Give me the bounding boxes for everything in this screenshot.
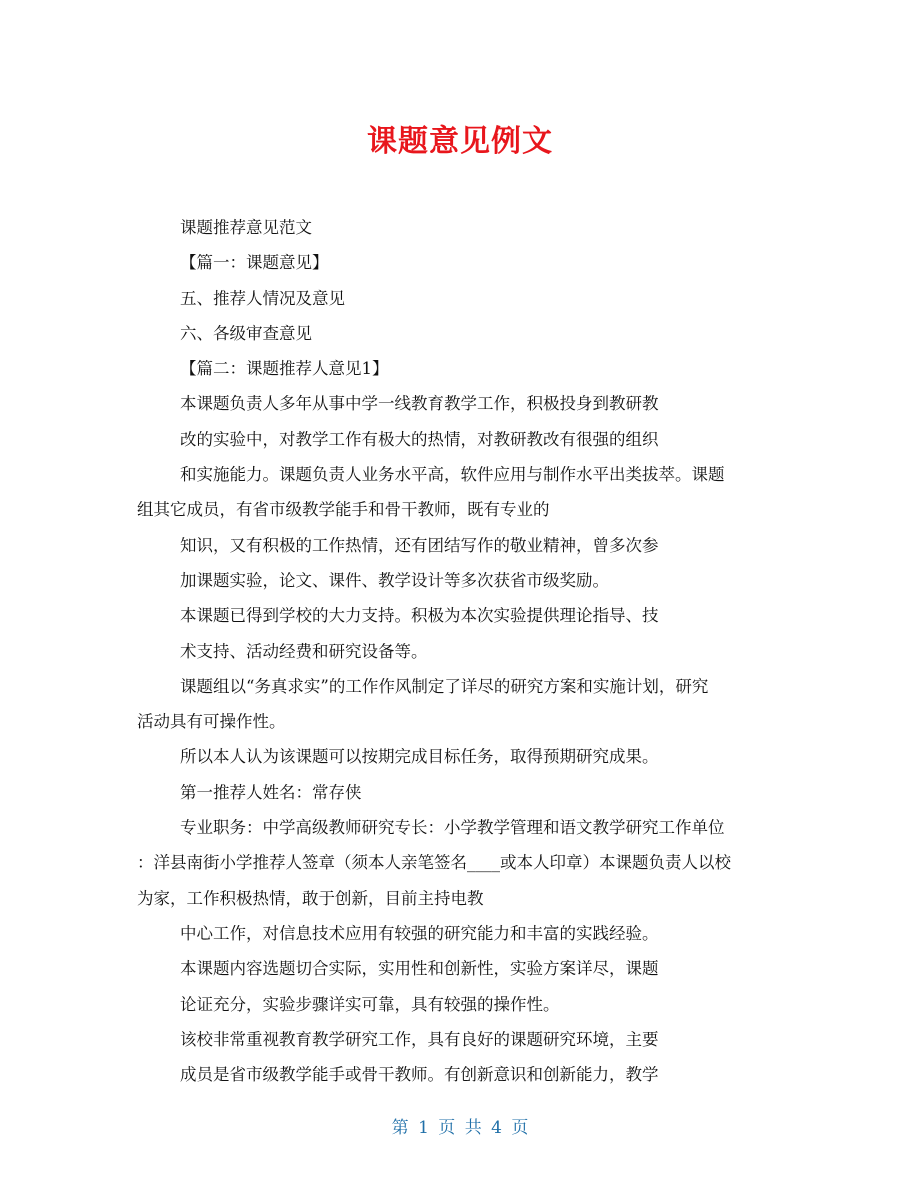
paragraph-line: 第一推荐人姓名：常存侠 — [180, 782, 362, 802]
paragraph-line: 改的实验中，对教学工作有极大的热情，对教研教改有很强的组织 — [180, 429, 659, 449]
page-number-footer: 第 1 页 共 4 页 — [391, 1118, 529, 1138]
paragraph-line: 所以本人认为该课题可以按期完成目标任务，取得预期研究成果。 — [180, 747, 659, 767]
paragraph-line: 本课题负责人多年从事中学一线教育教学工作，积极投身到教研教 — [180, 394, 659, 414]
paragraph-line: 本课题内容选题切合实际，实用性和创新性，实验方案详尽，课题 — [180, 959, 659, 979]
paragraph-line: 本课题已得到学校的大力支持。积极为本次实验提供理论指导、技 — [180, 606, 659, 626]
paragraph-line: 该校非常重视教育教学研究工作，具有良好的课题研究环境，主要 — [180, 1029, 659, 1049]
paragraph-line: 为家，工作积极热情，敢于创新，目前主持电教 — [137, 888, 484, 908]
paragraph-line: ：洋县南街小学推荐人签章（须本人亲笔签名____或本人印章）本课题负责人以校 — [137, 853, 731, 873]
paragraph-line: 中心工作，对信息技术应用有较强的研究能力和丰富的实践经验。 — [180, 923, 659, 943]
paragraph-line: 课题组以“务真求实”的工作作风制定了详尽的研究方案和实施计划，研究 — [180, 676, 709, 696]
document-body — [137, 210, 797, 1092]
paragraph-line: 【篇一：课题意见】 — [180, 253, 329, 273]
paragraph-line: 成员是省市级教学能手或骨干教师。有创新意识和创新能力，教学 — [180, 1065, 659, 1085]
paragraph-line: 六、各级审查意见 — [180, 323, 312, 343]
paragraph-line: 组其它成员，有省市级教学能手和骨干教师，既有专业的 — [137, 500, 550, 520]
paragraph-line: 五、推荐人情况及意见 — [180, 288, 345, 308]
paragraph-line: 知识，又有积极的工作热情，还有团结写作的敬业精神，曾多次参 — [180, 535, 659, 555]
paragraph-line: 术支持、活动经费和研究设备等。 — [180, 641, 428, 661]
paragraph-line: 和实施能力。课题负责人业务水平高，软件应用与制作水平出类拔萃。课题 — [180, 465, 725, 485]
paragraph-line: 【篇二：课题推荐人意见1】 — [180, 359, 389, 379]
paragraph-line: 论证充分，实验步骤详实可靠，具有较强的操作性。 — [180, 994, 560, 1014]
paragraph-line: 专业职务：中学高级教师研究专长：小学教学管理和语文教学研究工作单位 — [180, 818, 725, 838]
paragraph-line: 加课题实验，论文、课件、教学设计等多次获省市级奖励。 — [180, 570, 609, 590]
paragraph-line: 课题推荐意见范文 — [180, 218, 312, 237]
document-title: 课题意见例文 — [367, 124, 553, 159]
paragraph-line: 活动具有可操作性。 — [137, 712, 286, 732]
